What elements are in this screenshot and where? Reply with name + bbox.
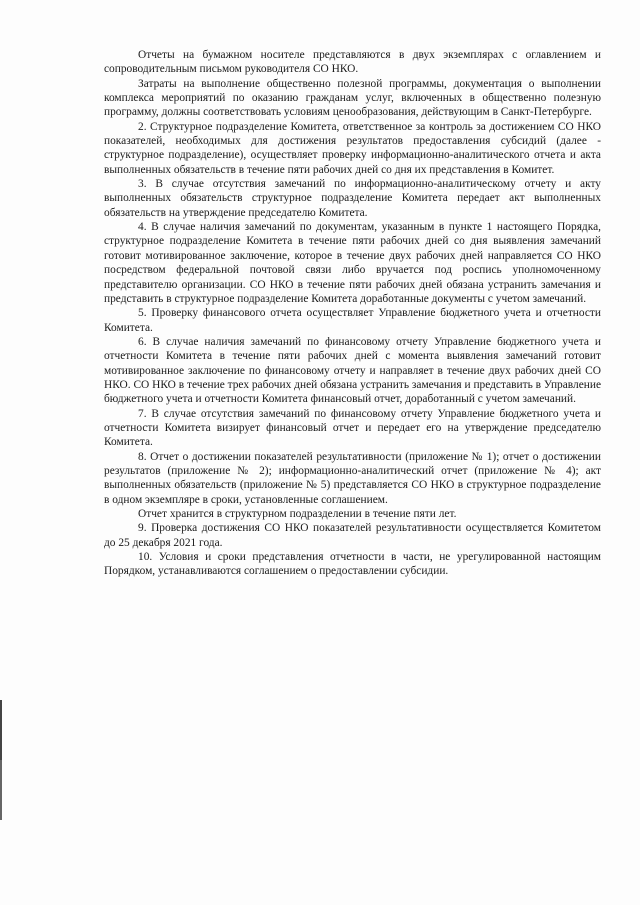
- paragraph-item-6: 6. В случае наличия замечаний по финансовому отчету Управление бюджетного учета и отчетности Комитета в течение пяти рабочих дней с момента выявления замечаний готовит мотивированное заключение по финансовому отчету и направляет в течение двух рабочих дней СО НКО. СО НКО в течение трех рабочих дней обязана устранить замечания и представить в Управление бюджетного учета и отчетности Комитета финансовый отчет, доработанный с учетом замечаний.: [104, 335, 602, 406]
- scan-edge-mark: [0, 700, 2, 760]
- document-body: [104, 48, 601, 579]
- paragraph-item-3: 3. В случае отсутствия замечаний по информационно-аналитическому отчету и акту выполненных обязательств структурное подразделение Комитета передает акт выполненных обязательств на утверждение председателю Комитета.: [104, 178, 601, 219]
- scan-edge-mark: [0, 760, 2, 820]
- paragraph-storage: Отчет хранится в структурном подразделении в течение пяти лет.: [138, 508, 457, 520]
- paragraph-item-8: 8. Отчет о достижении показателей результативности (приложение № 1); отчет о достижении результатов (приложение № 2); информационно-аналитический отчет (приложение № 4); акт выполненных обязательств (приложение № 5) представляется СО НКО в структурное подразделение в одном экземпляре в сроки, установленные соглашением.: [104, 450, 601, 506]
- paragraph-costs: Затраты на выполнение общественно полезной программы, документация о выполнении комплекса мероприятий по оказанию гражданам услуг, включенных в общественно полезную программу, должны соответствовать условиям ценообразования, действующим в Санкт-Петербурге.: [104, 77, 601, 119]
- paragraph-paper-reports: Отчеты на бумажном носителе представляются в двух экземплярах с оглавлением и сопроводительным письмом руководителя СО НКО.: [104, 49, 601, 76]
- paragraph-item-5: 5. Проверку финансового отчета осуществляет Управление бюджетного учета и отчетности Комитета.: [104, 307, 601, 334]
- paragraph-item-4: 4. В случае наличия замечаний по документам, указанным в пункте 1 настоящего Порядка, структурное подразделение Комитета в течение пяти рабочих дней со дня выявления замечаний готовит мотивированное заключение, которое в течение двух рабочих дней направляется СО НКО посредством федеральной почтовой связи либо вручается под роспись уполномоченному представителю организации. СО НКО в течение пяти рабочих дней обязана устранить замечания и представить в структурное подразделение Комитета доработанные документы с учетом замечаний.: [104, 221, 601, 305]
- paragraph-item-7: 7. В случае отсутствия замечаний по финансовому отчету Управление бюджетного учета и отчетности Комитета визирует финансовый отчет и передает его на утверждение председателю Комитета.: [104, 407, 601, 449]
- paragraph-item-2: 2. Структурное подразделение Комитета, ответственное за контроль за достижением СО НКО показателей, необходимых для достижения результатов предоставления субсидий (далее - структурное подразделение), осуществляет проверку информационно-аналитического отчета и акта выполненных обязательств в течение пяти рабочих дней со дня их представления в Комитет.: [104, 120, 601, 176]
- paragraph-item-9: 9. Проверка достижения СО НКО показателей результативности осуществляется Комитетом до 25 декабря 2021 года.: [104, 522, 601, 549]
- paragraph-item-10: 10. Условия и сроки представления отчетности в части, не урегулированной настоящим Порядком, устанавливаются соглашением о предоставлении субсидии.: [104, 551, 601, 578]
